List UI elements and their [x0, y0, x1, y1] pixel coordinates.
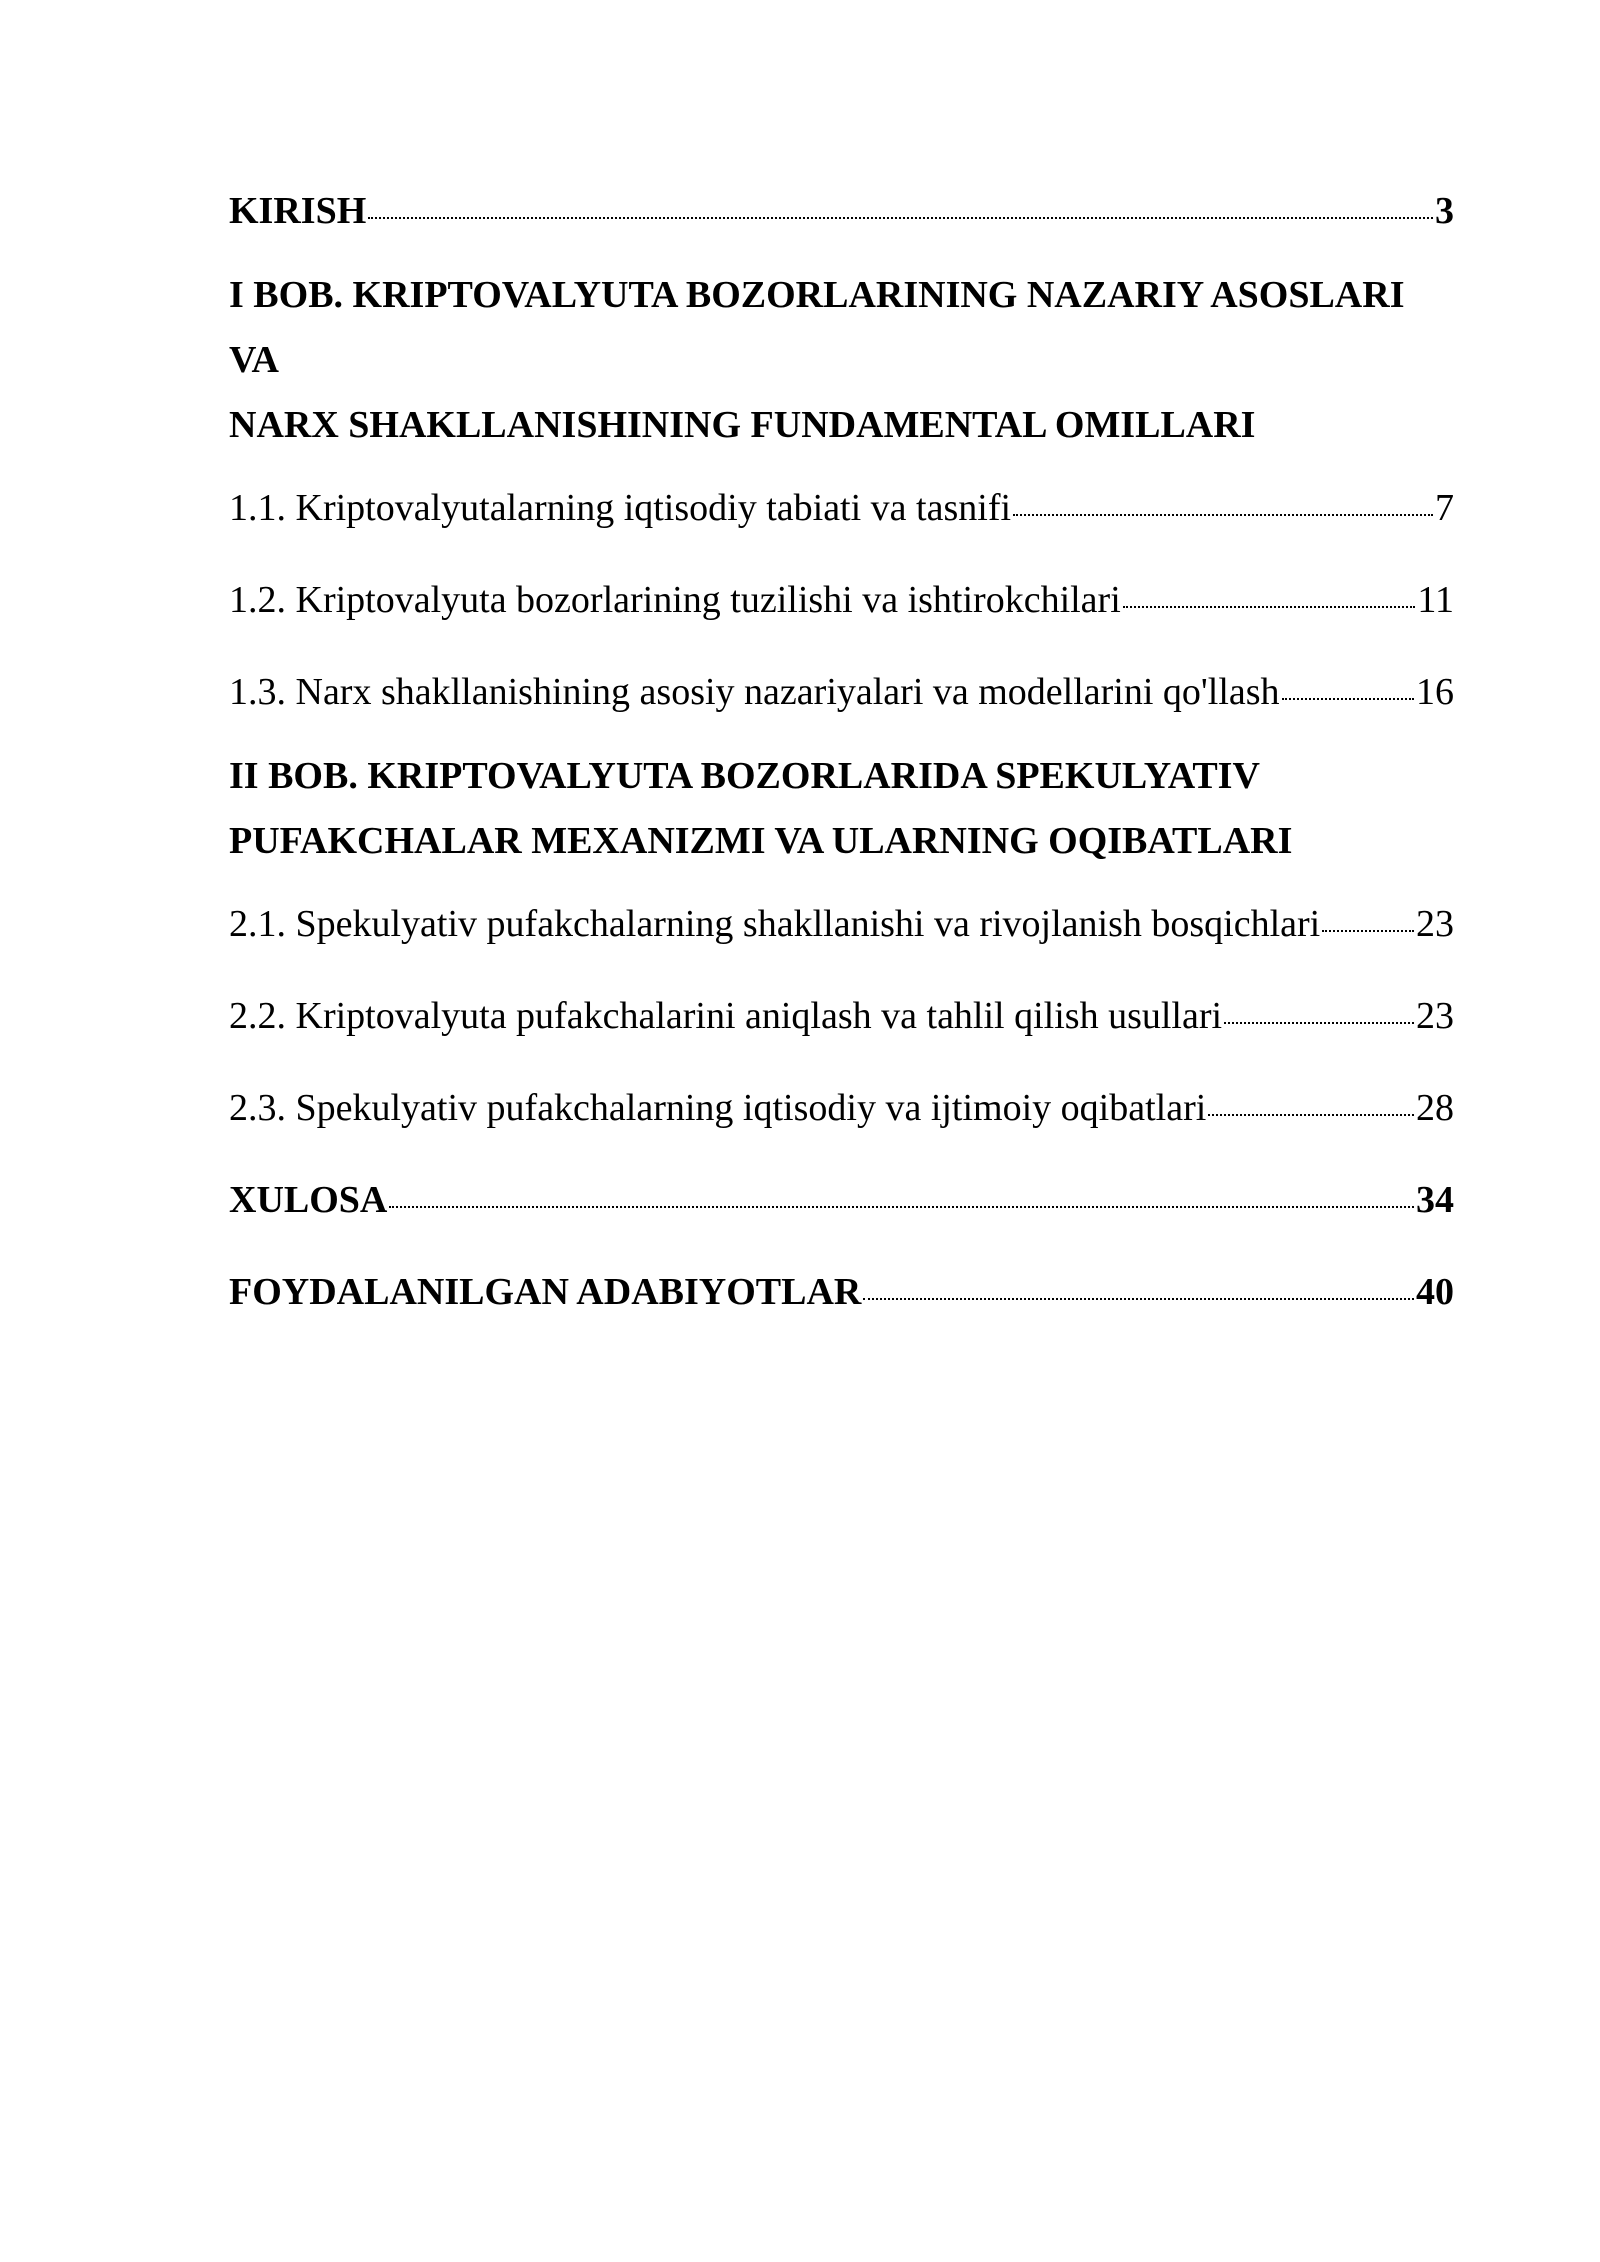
dot-leader — [1123, 606, 1416, 608]
chapter-1-heading — [229, 263, 1454, 458]
chapter-2-heading-line-1: II BOB. KRIPTOVALYUTA BOZORLARIDA SPEKULYATIV — [229, 755, 1260, 797]
dot-leader — [1322, 930, 1414, 932]
toc-entry-2-1 — [229, 901, 1454, 947]
toc-entry-title: 1.3. Narx shakllanishining asosiy nazariyalari va modellarini qo'llash — [229, 671, 1280, 713]
dot-leader — [368, 217, 1433, 219]
toc-entry-title: 2.2. Kriptovalyuta pufakchalarini aniqlash va tahlil qilish usullari — [229, 995, 1223, 1037]
chapter-2-heading — [229, 744, 1454, 874]
toc-entry-2-2 — [229, 993, 1454, 1039]
toc-entry-conclusion — [229, 1177, 1454, 1223]
toc-entry-page: 11 — [1417, 579, 1454, 621]
chapter-2-heading-line-2: PUFAKCHALAR MEXANIZMI VA ULARNING OQIBATLARI — [229, 820, 1293, 862]
toc-entry-1-2 — [229, 577, 1454, 623]
dot-leader — [1013, 514, 1433, 516]
toc-entry-2-3 — [229, 1085, 1454, 1131]
toc-entry-title: FOYDALANILGAN ADABIYOTLAR — [229, 1271, 862, 1313]
toc-entry-title: KIRISH — [229, 190, 367, 232]
toc-entry-title: XULOSA — [229, 1179, 388, 1221]
toc-entry-page: 23 — [1416, 995, 1454, 1037]
toc-entry-page: 28 — [1416, 1087, 1454, 1129]
dot-leader — [863, 1298, 1414, 1300]
dot-leader — [389, 1206, 1414, 1208]
toc-entry-page: 7 — [1435, 487, 1454, 529]
dot-leader — [1224, 1022, 1414, 1024]
toc-entry-page: 23 — [1416, 903, 1454, 945]
toc-entry-page: 3 — [1435, 190, 1454, 232]
toc-entry-intro — [229, 188, 1454, 234]
chapter-1-heading-line-1: I BOB. KRIPTOVALYUTA BOZORLARINING NAZARIY ASOSLARI VA — [229, 274, 1405, 381]
toc-entry-references — [229, 1269, 1454, 1315]
toc-entry-1-3 — [229, 669, 1454, 715]
toc-entry-1-1 — [229, 485, 1454, 531]
toc-entry-title: 2.3. Spekulyativ pufakchalarning iqtisodiy va ijtimoiy oqibatlari — [229, 1087, 1207, 1129]
toc-entry-page: 34 — [1416, 1179, 1454, 1221]
chapter-1-heading-line-2: NARX SHAKLLANISHINING FUNDAMENTAL OMILLARI — [229, 404, 1256, 446]
toc-entry-title: 1.1. Kriptovalyutalarning iqtisodiy tabiati va tasnifi — [229, 487, 1012, 529]
dot-leader — [1208, 1114, 1414, 1116]
toc-entry-title: 2.1. Spekulyativ pufakchalarning shakllanishi va rivojlanish bosqichlari — [229, 903, 1321, 945]
toc-entry-page: 16 — [1416, 671, 1454, 713]
toc-entry-title: 1.2. Kriptovalyuta bozorlarining tuzilishi va ishtirokchilari — [229, 579, 1121, 621]
table-of-contents — [229, 188, 1454, 1315]
toc-entry-page: 40 — [1416, 1271, 1454, 1313]
dot-leader — [1282, 698, 1414, 700]
